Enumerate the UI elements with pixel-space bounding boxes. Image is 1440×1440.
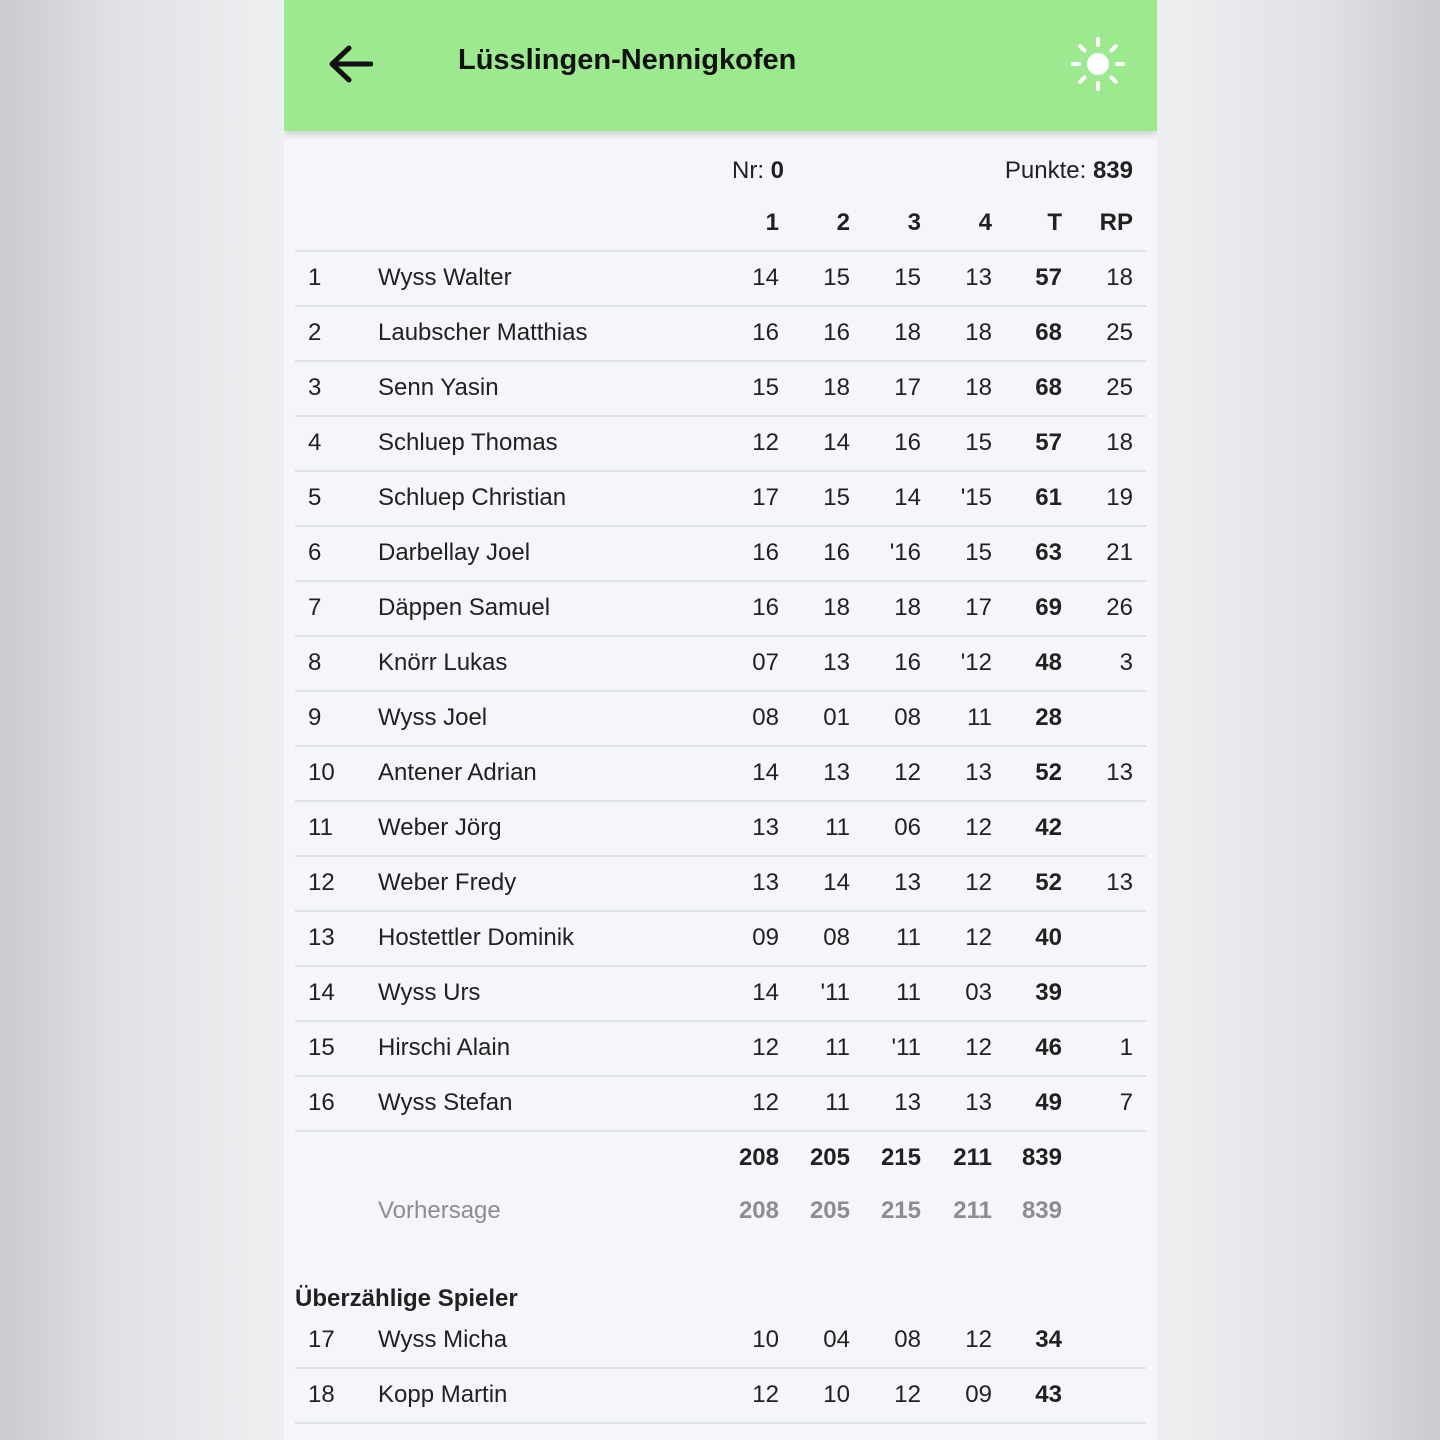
player-name: Däppen Samuel xyxy=(378,594,551,621)
player-name: Schluep Christian xyxy=(378,484,567,511)
round-3-score: 18 xyxy=(894,594,921,621)
column-header-rp: RP xyxy=(1099,209,1133,236)
round-3-score: 16 xyxy=(894,649,921,676)
round-3-score: 12 xyxy=(894,759,921,786)
round-1-score: 08 xyxy=(752,704,779,731)
extra-players-title: Überzählige Spieler xyxy=(295,1285,518,1312)
round-1-score: 16 xyxy=(752,594,779,621)
totals-row xyxy=(295,1130,1146,1185)
player-number: 8 xyxy=(308,649,322,676)
table-row[interactable] xyxy=(295,965,1146,1022)
player-name: Wyss Stefan xyxy=(378,1089,513,1116)
column-header-1: 1 xyxy=(765,209,779,236)
round-2-score: 04 xyxy=(823,1326,850,1353)
round-3-score: 11 xyxy=(896,924,921,951)
player-name: Laubscher Matthias xyxy=(378,319,588,346)
total-score: 42 xyxy=(1035,814,1062,841)
round-3-score: 13 xyxy=(894,1089,921,1116)
points-label: Punkte: xyxy=(1004,157,1087,184)
table-row[interactable] xyxy=(295,580,1146,637)
round-2-score: 11 xyxy=(825,1034,850,1061)
player-name: Wyss Joel xyxy=(378,704,488,731)
table-row[interactable] xyxy=(295,1020,1146,1077)
player-name: Weber Jörg xyxy=(378,814,502,841)
table-row[interactable] xyxy=(295,910,1146,967)
player-name: Wyss Micha xyxy=(378,1326,508,1353)
ranking-points: 25 xyxy=(1106,374,1133,401)
player-name: Hostettler Dominik xyxy=(378,924,575,951)
round-1-score: 13 xyxy=(752,814,779,841)
round-1-score: 10 xyxy=(752,1326,779,1353)
player-number: 5 xyxy=(308,484,322,511)
arrow-left-icon xyxy=(327,44,373,84)
table-row[interactable] xyxy=(295,415,1146,472)
round-4-score: 09 xyxy=(965,1381,992,1408)
player-number: 17 xyxy=(308,1326,335,1353)
ranking-points: 1 xyxy=(1119,1034,1133,1061)
round-4-score: 12 xyxy=(965,869,992,896)
total-score: 69 xyxy=(1035,594,1062,621)
total-round-4: 211 xyxy=(953,1144,992,1171)
player-name: Weber Fredy xyxy=(378,869,517,896)
round-1-score: 14 xyxy=(752,979,779,1006)
round-3-score: 06 xyxy=(894,814,921,841)
round-1-score: 12 xyxy=(752,1034,779,1061)
page-title: Lüsslingen-Nennigkofen xyxy=(458,44,797,76)
round-2-score: 14 xyxy=(823,869,850,896)
phone-screen xyxy=(284,0,1157,1440)
total-score: 49 xyxy=(1035,1089,1062,1116)
round-1-score: 12 xyxy=(752,429,779,456)
total-round-1: 208 xyxy=(738,1144,779,1171)
player-number: 13 xyxy=(308,924,335,951)
player-number: 6 xyxy=(308,539,322,566)
round-2-score: 14 xyxy=(823,429,850,456)
player-name: Darbellay Joel xyxy=(378,539,531,566)
sun-icon xyxy=(1070,36,1126,92)
prediction-row xyxy=(295,1183,1146,1238)
theme-toggle-button[interactable] xyxy=(1070,36,1126,92)
player-number: 12 xyxy=(308,869,335,896)
round-1-score: 14 xyxy=(752,759,779,786)
round-4-score: 15 xyxy=(965,429,992,456)
player-name: Hirschi Alain xyxy=(378,1034,511,1061)
player-number: 16 xyxy=(308,1089,335,1116)
column-header-4: 4 xyxy=(978,209,992,236)
ranking-points: 7 xyxy=(1119,1089,1133,1116)
column-header-3: 3 xyxy=(907,209,921,236)
round-4-score: 12 xyxy=(965,814,992,841)
round-4-score: 17 xyxy=(965,594,992,621)
player-number: 9 xyxy=(308,704,322,731)
player-number: 7 xyxy=(308,594,322,621)
round-4-score: '15 xyxy=(960,484,992,511)
round-1-score: 12 xyxy=(752,1089,779,1116)
total-score: 48 xyxy=(1035,649,1062,676)
round-4-score: 13 xyxy=(965,759,992,786)
total-round-2: 205 xyxy=(809,1144,850,1171)
player-name: Schluep Thomas xyxy=(378,429,558,456)
prediction-overall: 839 xyxy=(1021,1197,1062,1224)
prediction-round-1: 208 xyxy=(738,1197,779,1224)
round-1-score: 16 xyxy=(752,539,779,566)
table-row[interactable] xyxy=(295,525,1146,582)
player-number: 14 xyxy=(308,979,335,1006)
round-3-score: 12 xyxy=(894,1381,921,1408)
ranking-points: 13 xyxy=(1106,759,1133,786)
table-row[interactable] xyxy=(295,635,1146,692)
round-3-score: 11 xyxy=(896,979,921,1006)
back-button[interactable] xyxy=(324,38,376,90)
team-points xyxy=(1005,157,1133,185)
round-3-score: '11 xyxy=(891,1034,921,1061)
total-score: 46 xyxy=(1035,1034,1062,1061)
round-2-score: 01 xyxy=(823,704,850,731)
player-number: 11 xyxy=(308,814,333,841)
round-3-score: '16 xyxy=(889,539,921,566)
table-row[interactable] xyxy=(295,1075,1146,1132)
round-2-score: 10 xyxy=(823,1381,850,1408)
round-3-score: 16 xyxy=(894,429,921,456)
player-number: 3 xyxy=(308,374,322,401)
round-3-score: 14 xyxy=(894,484,921,511)
round-4-score: 12 xyxy=(965,1034,992,1061)
round-2-score: 16 xyxy=(823,319,850,346)
round-1-score: 15 xyxy=(752,374,779,401)
total-score: 57 xyxy=(1035,264,1062,291)
round-4-score: 18 xyxy=(965,374,992,401)
round-4-score: 12 xyxy=(965,924,992,951)
table-header xyxy=(295,195,1146,252)
total-score: 39 xyxy=(1035,979,1062,1006)
prediction-round-2: 205 xyxy=(809,1197,850,1224)
round-1-score: 07 xyxy=(752,649,779,676)
player-name: Wyss Urs xyxy=(378,979,481,1006)
round-4-score: 13 xyxy=(965,264,992,291)
round-3-score: 13 xyxy=(894,869,921,896)
column-header-total: T xyxy=(1047,209,1062,236)
team-number xyxy=(732,157,784,185)
player-name: Kopp Martin xyxy=(378,1381,508,1408)
player-number: 4 xyxy=(308,429,322,456)
round-2-score: 16 xyxy=(823,539,850,566)
table-row[interactable] xyxy=(295,470,1146,527)
round-3-score: 17 xyxy=(894,374,921,401)
nr-value: 0 xyxy=(770,157,785,184)
extra-table-row[interactable] xyxy=(295,1312,1146,1369)
round-1-score: 09 xyxy=(752,924,779,951)
prediction-label: Vorhersage xyxy=(378,1197,501,1224)
round-4-score: 15 xyxy=(965,539,992,566)
player-number: 15 xyxy=(308,1034,335,1061)
total-overall: 839 xyxy=(1021,1144,1062,1171)
round-3-score: 08 xyxy=(894,1326,921,1353)
round-2-score: 18 xyxy=(823,374,850,401)
total-score: 40 xyxy=(1035,924,1062,951)
app-bar xyxy=(284,0,1157,131)
round-4-score: 03 xyxy=(965,979,992,1006)
ranking-points: 25 xyxy=(1106,319,1133,346)
round-4-score: '12 xyxy=(960,649,992,676)
table-row[interactable] xyxy=(295,800,1146,857)
round-2-score: 08 xyxy=(823,924,850,951)
round-4-score: 12 xyxy=(965,1326,992,1353)
round-4-score: 18 xyxy=(965,319,992,346)
round-1-score: 16 xyxy=(752,319,779,346)
total-score: 61 xyxy=(1035,484,1062,511)
total-score: 52 xyxy=(1035,869,1062,896)
player-name: Antener Adrian xyxy=(378,759,537,786)
total-score: 28 xyxy=(1035,704,1062,731)
ranking-points: 3 xyxy=(1119,649,1133,676)
round-2-score: 15 xyxy=(823,264,850,291)
prediction-round-4: 211 xyxy=(953,1197,992,1224)
player-name: Wyss Walter xyxy=(378,264,512,291)
column-header-2: 2 xyxy=(836,209,850,236)
round-1-score: 12 xyxy=(752,1381,779,1408)
player-number: 10 xyxy=(308,759,335,786)
ranking-points: 18 xyxy=(1106,264,1133,291)
round-3-score: 15 xyxy=(894,264,921,291)
total-round-3: 215 xyxy=(880,1144,921,1171)
table-row[interactable] xyxy=(295,360,1146,417)
nr-label: Nr: xyxy=(732,157,764,184)
round-2-score: 13 xyxy=(823,759,850,786)
table-row[interactable] xyxy=(295,690,1146,747)
player-name: Senn Yasin xyxy=(378,374,499,401)
table-row[interactable] xyxy=(295,745,1146,802)
round-2-score: 13 xyxy=(823,649,850,676)
round-2-score: 11 xyxy=(825,1089,850,1116)
round-1-score: 13 xyxy=(752,869,779,896)
round-2-score: 11 xyxy=(825,814,850,841)
total-score: 34 xyxy=(1035,1326,1062,1353)
round-2-score: 18 xyxy=(823,594,850,621)
prediction-round-3: 215 xyxy=(880,1197,921,1224)
ranking-points: 18 xyxy=(1106,429,1133,456)
round-2-score: '11 xyxy=(820,979,850,1006)
round-1-score: 14 xyxy=(752,264,779,291)
player-name: Knörr Lukas xyxy=(378,649,508,676)
round-3-score: 18 xyxy=(894,319,921,346)
table-row[interactable] xyxy=(295,305,1146,362)
total-score: 68 xyxy=(1035,374,1062,401)
extra-table-row[interactable] xyxy=(295,1367,1146,1424)
total-score: 68 xyxy=(1035,319,1062,346)
total-score: 57 xyxy=(1035,429,1062,456)
player-number: 1 xyxy=(308,264,322,291)
player-number: 18 xyxy=(308,1381,335,1408)
points-value: 839 xyxy=(1092,157,1133,184)
table-row[interactable] xyxy=(295,855,1146,912)
total-score: 43 xyxy=(1035,1381,1062,1408)
ranking-points: 19 xyxy=(1106,484,1133,511)
total-score: 63 xyxy=(1035,539,1062,566)
round-2-score: 15 xyxy=(823,484,850,511)
round-4-score: 13 xyxy=(965,1089,992,1116)
total-score: 52 xyxy=(1035,759,1062,786)
round-4-score: 11 xyxy=(967,704,992,731)
ranking-points: 13 xyxy=(1106,869,1133,896)
ranking-points: 26 xyxy=(1106,594,1133,621)
round-3-score: 08 xyxy=(894,704,921,731)
player-number: 2 xyxy=(308,319,322,346)
ranking-points: 21 xyxy=(1106,539,1133,566)
round-1-score: 17 xyxy=(752,484,779,511)
table-row[interactable] xyxy=(295,250,1146,307)
